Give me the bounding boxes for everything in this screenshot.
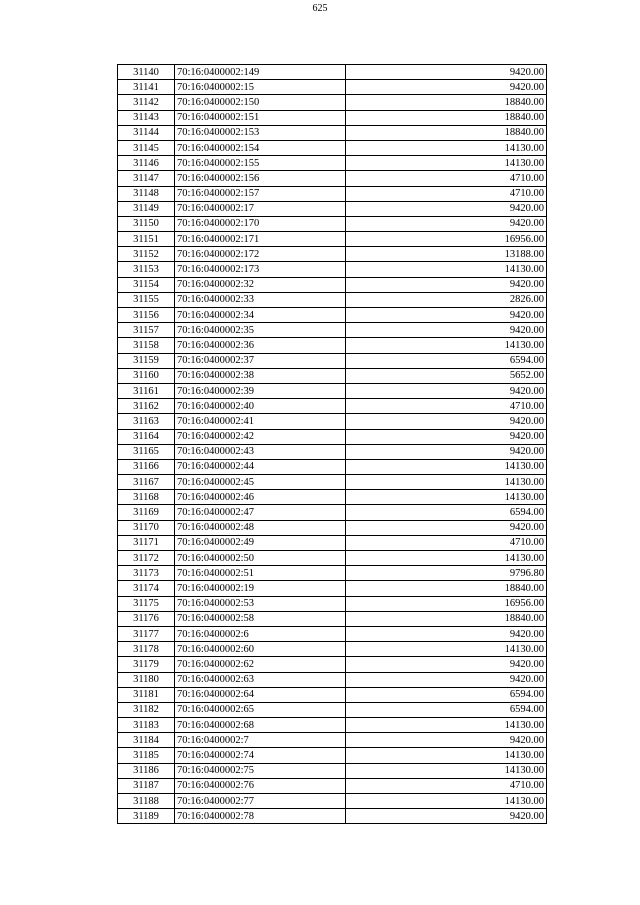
cadastral-number-cell: 70:16:0400002:155	[175, 156, 346, 171]
cadastral-number-cell: 70:16:0400002:65	[175, 702, 346, 717]
value-cell: 13188.00	[346, 247, 547, 262]
value-cell: 9420.00	[346, 733, 547, 748]
value-cell: 9420.00	[346, 216, 547, 231]
table-row	[118, 216, 547, 231]
table-row	[118, 702, 547, 717]
table-row	[118, 125, 547, 140]
table-row	[118, 292, 547, 307]
table-row	[118, 277, 547, 292]
row-number-cell: 31169	[118, 505, 175, 520]
value-cell: 14130.00	[346, 642, 547, 657]
row-number-cell: 31160	[118, 368, 175, 383]
row-number-cell: 31168	[118, 490, 175, 505]
row-number-cell: 31153	[118, 262, 175, 277]
row-number-cell: 31173	[118, 566, 175, 581]
table-row	[118, 551, 547, 566]
value-cell: 4710.00	[346, 186, 547, 201]
value-cell: 9420.00	[346, 657, 547, 672]
row-number-cell: 31140	[118, 65, 175, 80]
value-cell: 9420.00	[346, 323, 547, 338]
cadastral-number-cell: 70:16:0400002:74	[175, 748, 346, 763]
row-number-cell: 31150	[118, 216, 175, 231]
cadastral-number-cell: 70:16:0400002:44	[175, 459, 346, 474]
registry-table	[117, 64, 547, 824]
row-number-cell: 31183	[118, 718, 175, 733]
value-cell: 14130.00	[346, 551, 547, 566]
value-cell: 4710.00	[346, 171, 547, 186]
table-row	[118, 687, 547, 702]
value-cell: 9420.00	[346, 520, 547, 535]
table-row	[118, 429, 547, 444]
table-row	[118, 232, 547, 247]
cadastral-number-cell: 70:16:0400002:36	[175, 338, 346, 353]
row-number-cell: 31175	[118, 596, 175, 611]
row-number-cell: 31176	[118, 611, 175, 626]
row-number-cell: 31182	[118, 702, 175, 717]
cadastral-number-cell: 70:16:0400002:41	[175, 414, 346, 429]
row-number-cell: 31159	[118, 353, 175, 368]
cadastral-number-cell: 70:16:0400002:53	[175, 596, 346, 611]
value-cell: 14130.00	[346, 490, 547, 505]
value-cell: 9420.00	[346, 277, 547, 292]
registry-table-body	[118, 65, 547, 824]
row-number-cell: 31188	[118, 794, 175, 809]
table-row	[118, 383, 547, 398]
value-cell: 18840.00	[346, 125, 547, 140]
cadastral-number-cell: 70:16:0400002:60	[175, 642, 346, 657]
cadastral-number-cell: 70:16:0400002:39	[175, 383, 346, 398]
row-number-cell: 31155	[118, 292, 175, 307]
value-cell: 5652.00	[346, 368, 547, 383]
cadastral-number-cell: 70:16:0400002:19	[175, 581, 346, 596]
value-cell: 18840.00	[346, 110, 547, 125]
cadastral-number-cell: 70:16:0400002:78	[175, 809, 346, 824]
row-number-cell: 31174	[118, 581, 175, 596]
table-row	[118, 535, 547, 550]
table-row	[118, 110, 547, 125]
table-row	[118, 626, 547, 641]
value-cell: 9420.00	[346, 201, 547, 216]
row-number-cell: 31162	[118, 399, 175, 414]
value-cell: 14130.00	[346, 794, 547, 809]
table-row	[118, 794, 547, 809]
table-row	[118, 475, 547, 490]
table-row	[118, 444, 547, 459]
value-cell: 9420.00	[346, 65, 547, 80]
table-row	[118, 399, 547, 414]
cadastral-number-cell: 70:16:0400002:157	[175, 186, 346, 201]
row-number-cell: 31143	[118, 110, 175, 125]
row-number-cell: 31165	[118, 444, 175, 459]
cadastral-number-cell: 70:16:0400002:172	[175, 247, 346, 262]
table-row	[118, 323, 547, 338]
table-row	[118, 657, 547, 672]
value-cell: 14130.00	[346, 262, 547, 277]
cadastral-number-cell: 70:16:0400002:35	[175, 323, 346, 338]
cadastral-number-cell: 70:16:0400002:33	[175, 292, 346, 307]
cadastral-number-cell: 70:16:0400002:43	[175, 444, 346, 459]
value-cell: 9420.00	[346, 444, 547, 459]
row-number-cell: 31167	[118, 475, 175, 490]
value-cell: 9420.00	[346, 626, 547, 641]
value-cell: 9796.80	[346, 566, 547, 581]
row-number-cell: 31151	[118, 232, 175, 247]
table-row	[118, 611, 547, 626]
cadastral-number-cell: 70:16:0400002:171	[175, 232, 346, 247]
table-row	[118, 733, 547, 748]
cadastral-number-cell: 70:16:0400002:151	[175, 110, 346, 125]
row-number-cell: 31146	[118, 156, 175, 171]
row-number-cell: 31141	[118, 80, 175, 95]
table-row	[118, 201, 547, 216]
value-cell: 6594.00	[346, 687, 547, 702]
value-cell: 18840.00	[346, 95, 547, 110]
value-cell: 14130.00	[346, 338, 547, 353]
value-cell: 14130.00	[346, 156, 547, 171]
row-number-cell: 31171	[118, 535, 175, 550]
value-cell: 9420.00	[346, 383, 547, 398]
cadastral-number-cell: 70:16:0400002:75	[175, 763, 346, 778]
cadastral-number-cell: 70:16:0400002:62	[175, 657, 346, 672]
row-number-cell: 31179	[118, 657, 175, 672]
table-row	[118, 186, 547, 201]
table-row	[118, 140, 547, 155]
cadastral-number-cell: 70:16:0400002:38	[175, 368, 346, 383]
row-number-cell: 31166	[118, 459, 175, 474]
row-number-cell: 31189	[118, 809, 175, 824]
cadastral-number-cell: 70:16:0400002:58	[175, 611, 346, 626]
value-cell: 9420.00	[346, 308, 547, 323]
value-cell: 16956.00	[346, 232, 547, 247]
value-cell: 2826.00	[346, 292, 547, 307]
table-row	[118, 596, 547, 611]
cadastral-number-cell: 70:16:0400002:153	[175, 125, 346, 140]
row-number-cell: 31148	[118, 186, 175, 201]
row-number-cell: 31178	[118, 642, 175, 657]
value-cell: 9420.00	[346, 809, 547, 824]
cadastral-number-cell: 70:16:0400002:170	[175, 216, 346, 231]
page-number: 625	[312, 3, 328, 14]
table-row	[118, 520, 547, 535]
row-number-cell: 31164	[118, 429, 175, 444]
value-cell: 14130.00	[346, 140, 547, 155]
row-number-cell: 31158	[118, 338, 175, 353]
cadastral-number-cell: 70:16:0400002:156	[175, 171, 346, 186]
cadastral-number-cell: 70:16:0400002:42	[175, 429, 346, 444]
table-row	[118, 505, 547, 520]
cadastral-number-cell: 70:16:0400002:32	[175, 277, 346, 292]
row-number-cell: 31142	[118, 95, 175, 110]
cadastral-number-cell: 70:16:0400002:173	[175, 262, 346, 277]
table-row	[118, 171, 547, 186]
value-cell: 18840.00	[346, 611, 547, 626]
row-number-cell: 31187	[118, 778, 175, 793]
cadastral-number-cell: 70:16:0400002:37	[175, 353, 346, 368]
cadastral-number-cell: 70:16:0400002:49	[175, 535, 346, 550]
cadastral-number-cell: 70:16:0400002:34	[175, 308, 346, 323]
table-row	[118, 748, 547, 763]
table-row	[118, 308, 547, 323]
cadastral-number-cell: 70:16:0400002:154	[175, 140, 346, 155]
value-cell: 16956.00	[346, 596, 547, 611]
value-cell: 14130.00	[346, 763, 547, 778]
table-row	[118, 763, 547, 778]
row-number-cell: 31149	[118, 201, 175, 216]
table-row	[118, 581, 547, 596]
table-row	[118, 368, 547, 383]
cadastral-number-cell: 70:16:0400002:68	[175, 718, 346, 733]
table-row	[118, 718, 547, 733]
table-row	[118, 95, 547, 110]
table-row	[118, 566, 547, 581]
row-number-cell: 31177	[118, 626, 175, 641]
row-number-cell: 31152	[118, 247, 175, 262]
row-number-cell: 31185	[118, 748, 175, 763]
table-row	[118, 353, 547, 368]
table-row	[118, 778, 547, 793]
table-row	[118, 414, 547, 429]
cadastral-number-cell: 70:16:0400002:51	[175, 566, 346, 581]
table-row	[118, 490, 547, 505]
table-row	[118, 156, 547, 171]
cadastral-number-cell: 70:16:0400002:149	[175, 65, 346, 80]
table-row	[118, 642, 547, 657]
cadastral-number-cell: 70:16:0400002:76	[175, 778, 346, 793]
value-cell: 14130.00	[346, 475, 547, 490]
row-number-cell: 31156	[118, 308, 175, 323]
row-number-cell: 31147	[118, 171, 175, 186]
cadastral-number-cell: 70:16:0400002:17	[175, 201, 346, 216]
row-number-cell: 31181	[118, 687, 175, 702]
value-cell: 6594.00	[346, 353, 547, 368]
cadastral-number-cell: 70:16:0400002:15	[175, 80, 346, 95]
cadastral-number-cell: 70:16:0400002:63	[175, 672, 346, 687]
row-number-cell: 31161	[118, 383, 175, 398]
cadastral-number-cell: 70:16:0400002:7	[175, 733, 346, 748]
value-cell: 9420.00	[346, 80, 547, 95]
value-cell: 6594.00	[346, 702, 547, 717]
row-number-cell: 31163	[118, 414, 175, 429]
value-cell: 4710.00	[346, 399, 547, 414]
table-row	[118, 459, 547, 474]
cadastral-number-cell: 70:16:0400002:150	[175, 95, 346, 110]
table-row	[118, 247, 547, 262]
value-cell: 9420.00	[346, 429, 547, 444]
table-row	[118, 65, 547, 80]
row-number-cell: 31186	[118, 763, 175, 778]
cadastral-number-cell: 70:16:0400002:77	[175, 794, 346, 809]
table-row	[118, 80, 547, 95]
table-row	[118, 338, 547, 353]
row-number-cell: 31154	[118, 277, 175, 292]
cadastral-number-cell: 70:16:0400002:64	[175, 687, 346, 702]
table-row	[118, 262, 547, 277]
value-cell: 4710.00	[346, 535, 547, 550]
row-number-cell: 31184	[118, 733, 175, 748]
cadastral-number-cell: 70:16:0400002:47	[175, 505, 346, 520]
cadastral-number-cell: 70:16:0400002:45	[175, 475, 346, 490]
table-row	[118, 809, 547, 824]
row-number-cell: 31180	[118, 672, 175, 687]
value-cell: 18840.00	[346, 581, 547, 596]
row-number-cell: 31144	[118, 125, 175, 140]
table-row	[118, 672, 547, 687]
row-number-cell: 31172	[118, 551, 175, 566]
value-cell: 9420.00	[346, 672, 547, 687]
row-number-cell: 31170	[118, 520, 175, 535]
row-number-cell: 31145	[118, 140, 175, 155]
value-cell: 14130.00	[346, 748, 547, 763]
cadastral-number-cell: 70:16:0400002:48	[175, 520, 346, 535]
value-cell: 14130.00	[346, 459, 547, 474]
value-cell: 9420.00	[346, 414, 547, 429]
cadastral-number-cell: 70:16:0400002:6	[175, 626, 346, 641]
cadastral-number-cell: 70:16:0400002:50	[175, 551, 346, 566]
cadastral-number-cell: 70:16:0400002:40	[175, 399, 346, 414]
row-number-cell: 31157	[118, 323, 175, 338]
cadastral-number-cell: 70:16:0400002:46	[175, 490, 346, 505]
value-cell: 14130.00	[346, 718, 547, 733]
value-cell: 4710.00	[346, 778, 547, 793]
value-cell: 6594.00	[346, 505, 547, 520]
